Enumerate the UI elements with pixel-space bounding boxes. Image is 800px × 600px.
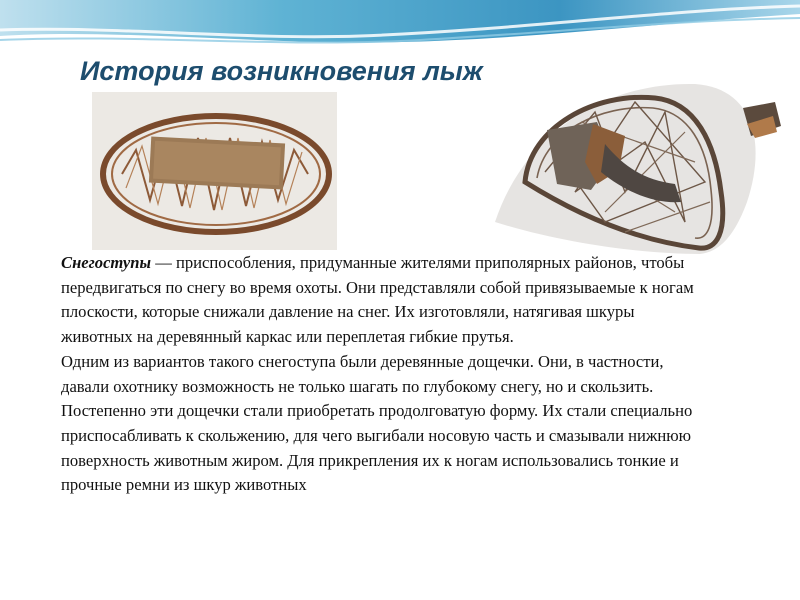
oval-snowshoe-photo: [92, 92, 337, 250]
paragraph-3: Постепенно эти дощечки стали приобретать продолговатую форму. Их стали специально приспосабливать к скольжению, для чего выгибали носовую часть и смазывали нижнюю поверхность животным жиром. Для прикрепления их к ногам использовались тонкие и прочные ремни из шкур животных: [61, 401, 693, 495]
paragraph-1-text: — приспособления, придуманные жителями приполярных районов, чтобы передвигаться по снегу во время охоты. Они представляли собой привязываемые к ногам плоскости, которые снижали давление на снег. Их изготовляли, натягивая шкуры животных на деревянный каркас или переплетая гибкие прутья.: [61, 253, 694, 347]
slide-title: История возникновения лыж: [80, 56, 483, 86]
decorative-header-band: [0, 0, 800, 60]
snowshoe-description: [61, 251, 701, 498]
teardrop-snowshoe-photo: [485, 72, 785, 262]
paragraph-1: [61, 251, 701, 350]
paragraph-2: Одним из вариантов такого снегоступа были деревянные дощечки. Они, в частности, давали охотнику возможность не только шагать по глубокому снегу, но и скользить.: [61, 351, 664, 396]
term-snowshoes: Снегоступы: [61, 253, 152, 272]
